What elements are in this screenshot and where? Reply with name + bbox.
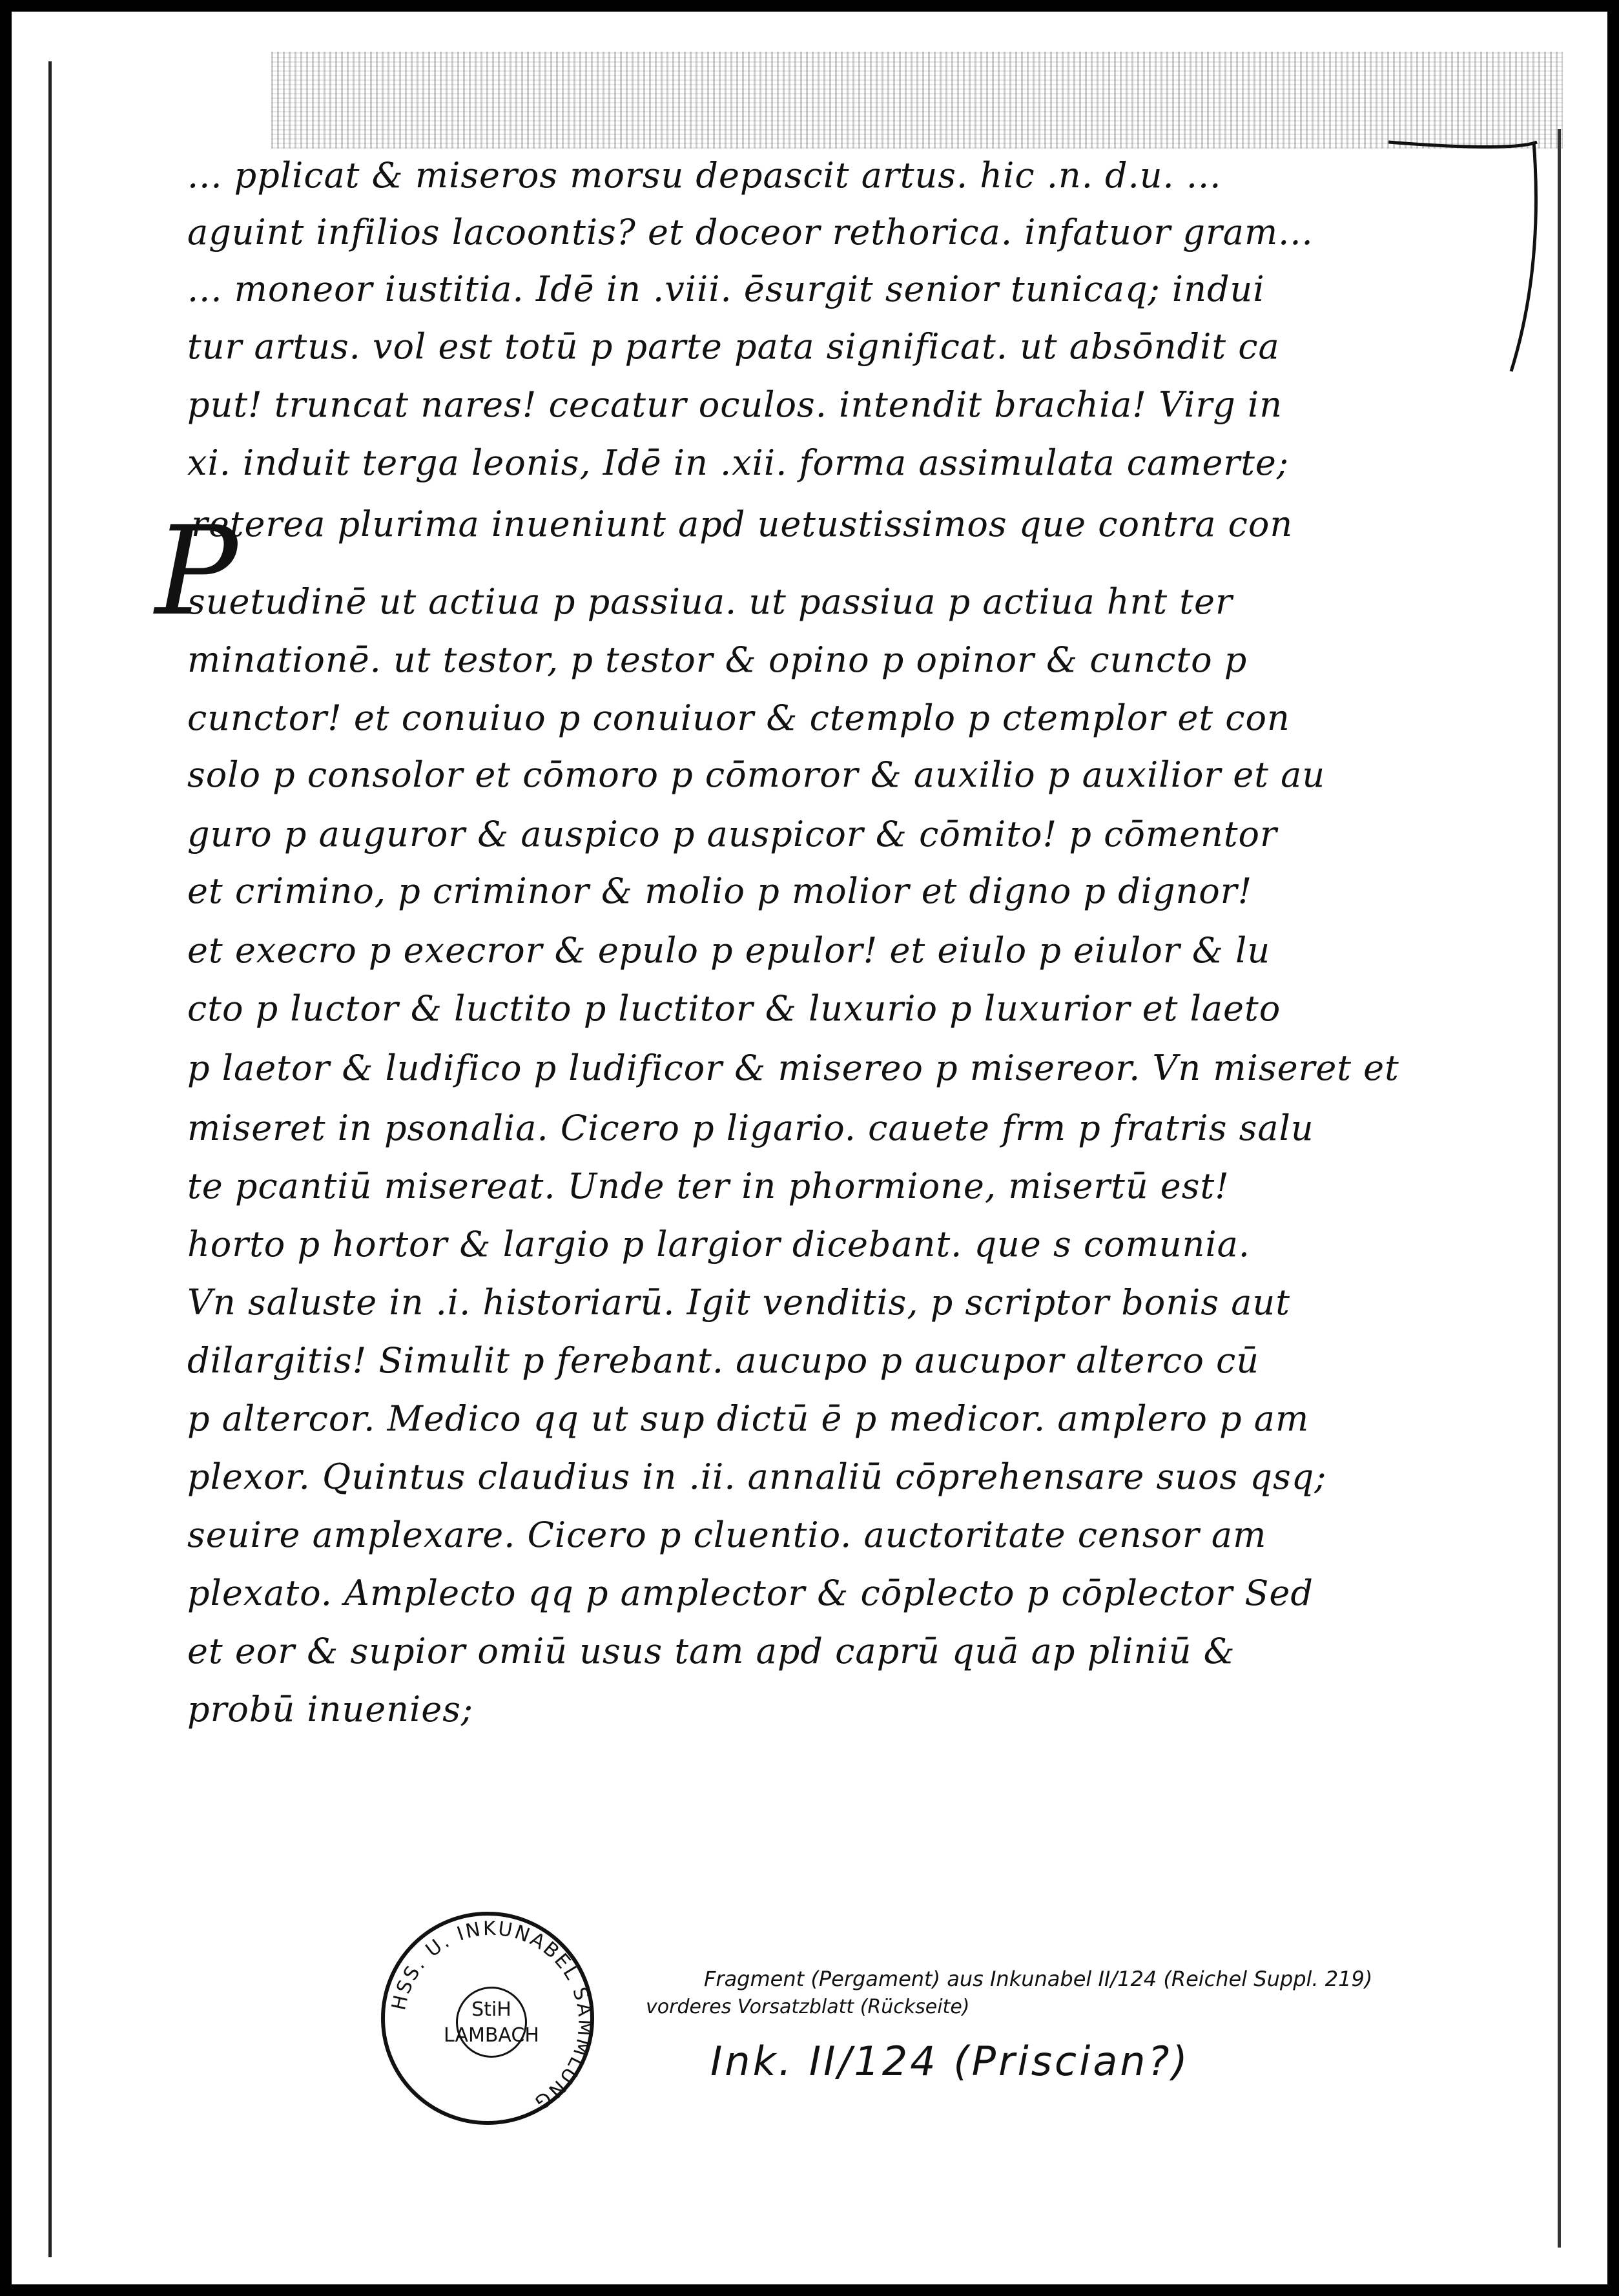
manuscript-line: probū inuenies; bbox=[187, 1689, 474, 1730]
manuscript-line: miseret in psonalia. Cicero p ligario. cauete frm p fratris salu bbox=[187, 1108, 1314, 1148]
manuscript-line: cto p luctor & luctito p luctitor & luxurio p luxurior et laeto bbox=[187, 988, 1281, 1029]
stamp-inner-ring bbox=[456, 1987, 527, 2058]
catalog-note-line1: Fragment (Pergament) aus Inkunabel II/124 (Reichel Suppl. 219) bbox=[704, 1967, 1373, 1991]
manuscript-line: put! truncat nares! cecatur oculos. intendit brachia! Virg in bbox=[187, 384, 1283, 425]
manuscript-line: solo p consolor et cōmoro p cōmoror & auxilio p auxilior et au bbox=[187, 754, 1326, 795]
library-stamp bbox=[381, 1912, 597, 2125]
manuscript-line: p laetor & ludifico p ludificor & misereo p misereor. Vn miseret et bbox=[187, 1048, 1399, 1088]
manuscript-line: seuire amplexare. Cicero p cluentio. auctoritate censor am bbox=[187, 1515, 1267, 1555]
manuscript-line: dilargitis! Simulit p ferebant. aucupo p aucupor alterco cū bbox=[187, 1340, 1260, 1381]
manuscript-line: p altercor. Medico qq ut sup dictū ē p medicor. amplero p am bbox=[187, 1398, 1310, 1439]
manuscript-line: reterea plurima inueniunt apd uetustissimos que contra con bbox=[191, 504, 1294, 544]
svg-text:HSS. U. INKUNABEL SAMMLUNG: HSS. U. INKUNABEL SAMMLUNG bbox=[387, 1917, 597, 2115]
margin-curve-mark bbox=[1382, 139, 1550, 384]
manuscript-line: minationē. ut testor, p testor & opino p opinor & cuncto p bbox=[187, 639, 1248, 680]
manuscript-line: guro p auguror & auspico p auspicor & cōmito! p cōmentor bbox=[187, 814, 1277, 854]
manuscript-line: tur artus. vol est totū p parte pata significat. ut absōndit ca bbox=[187, 326, 1280, 367]
manuscript-line: ... pplicat & miseros morsu depascit artus. hic .n. d.u. ... bbox=[187, 155, 1222, 196]
shelfmark: Ink. II/124 (Priscian?) bbox=[710, 2038, 1190, 2085]
manuscript-line: ... moneor iustitia. Idē in .viii. ēsurgit senior tunicaq; indui bbox=[187, 269, 1265, 309]
catalog-note-line2: vorderes Vorsatzblatt (Rückseite) bbox=[646, 1996, 970, 2018]
manuscript-line: Vn saluste in .i. historiarū. Igit venditis, p scriptor bonis aut bbox=[187, 1282, 1290, 1323]
left-margin-rule bbox=[48, 61, 52, 2257]
scan-noise-top bbox=[271, 52, 1563, 149]
manuscript-line: te pcantiū misereat. Unde ter in phormione, misertū est! bbox=[187, 1166, 1230, 1206]
manuscript-line: xi. induit terga leonis, Idē in .xii. forma assimulata camerte; bbox=[187, 442, 1290, 483]
manuscript-line: plexor. Quintus claudius in .ii. annaliū cōprehensare suos qsq; bbox=[187, 1456, 1327, 1497]
right-margin-rule bbox=[1558, 129, 1561, 2248]
stamp-center-line2: LAMBACH bbox=[444, 2024, 539, 2047]
manuscript-line: suetudinē ut actiua p passiua. ut passiua p actiua hnt ter bbox=[187, 581, 1233, 622]
manuscript-line: cunctor! et conuiuo p conuiuor & ctemplo p ctemplor et con bbox=[187, 698, 1290, 738]
manuscript-line: et execro p execror & epulo p epulor! et eiulo p eiulor & lu bbox=[187, 930, 1271, 971]
manuscript-line: et eor & supior omiū usus tam apd caprū quā ap pliniū & bbox=[187, 1631, 1235, 1671]
decorated-initial: P bbox=[155, 500, 238, 643]
manuscript-line: horto p hortor & largio p largior dicebant. que s comunia. bbox=[187, 1224, 1250, 1265]
stamp-center-line1: StiH bbox=[471, 1998, 511, 2021]
manuscript-line: plexato. Amplecto qq p amplector & cōplecto p cōplector Sed bbox=[187, 1573, 1314, 1613]
manuscript-line: et crimino, p criminor & molio p molior et digno p dignor! bbox=[187, 871, 1253, 911]
manuscript-line: aguint infilios lacoontis? et doceor rethorica. infatuor gram... bbox=[187, 212, 1314, 253]
